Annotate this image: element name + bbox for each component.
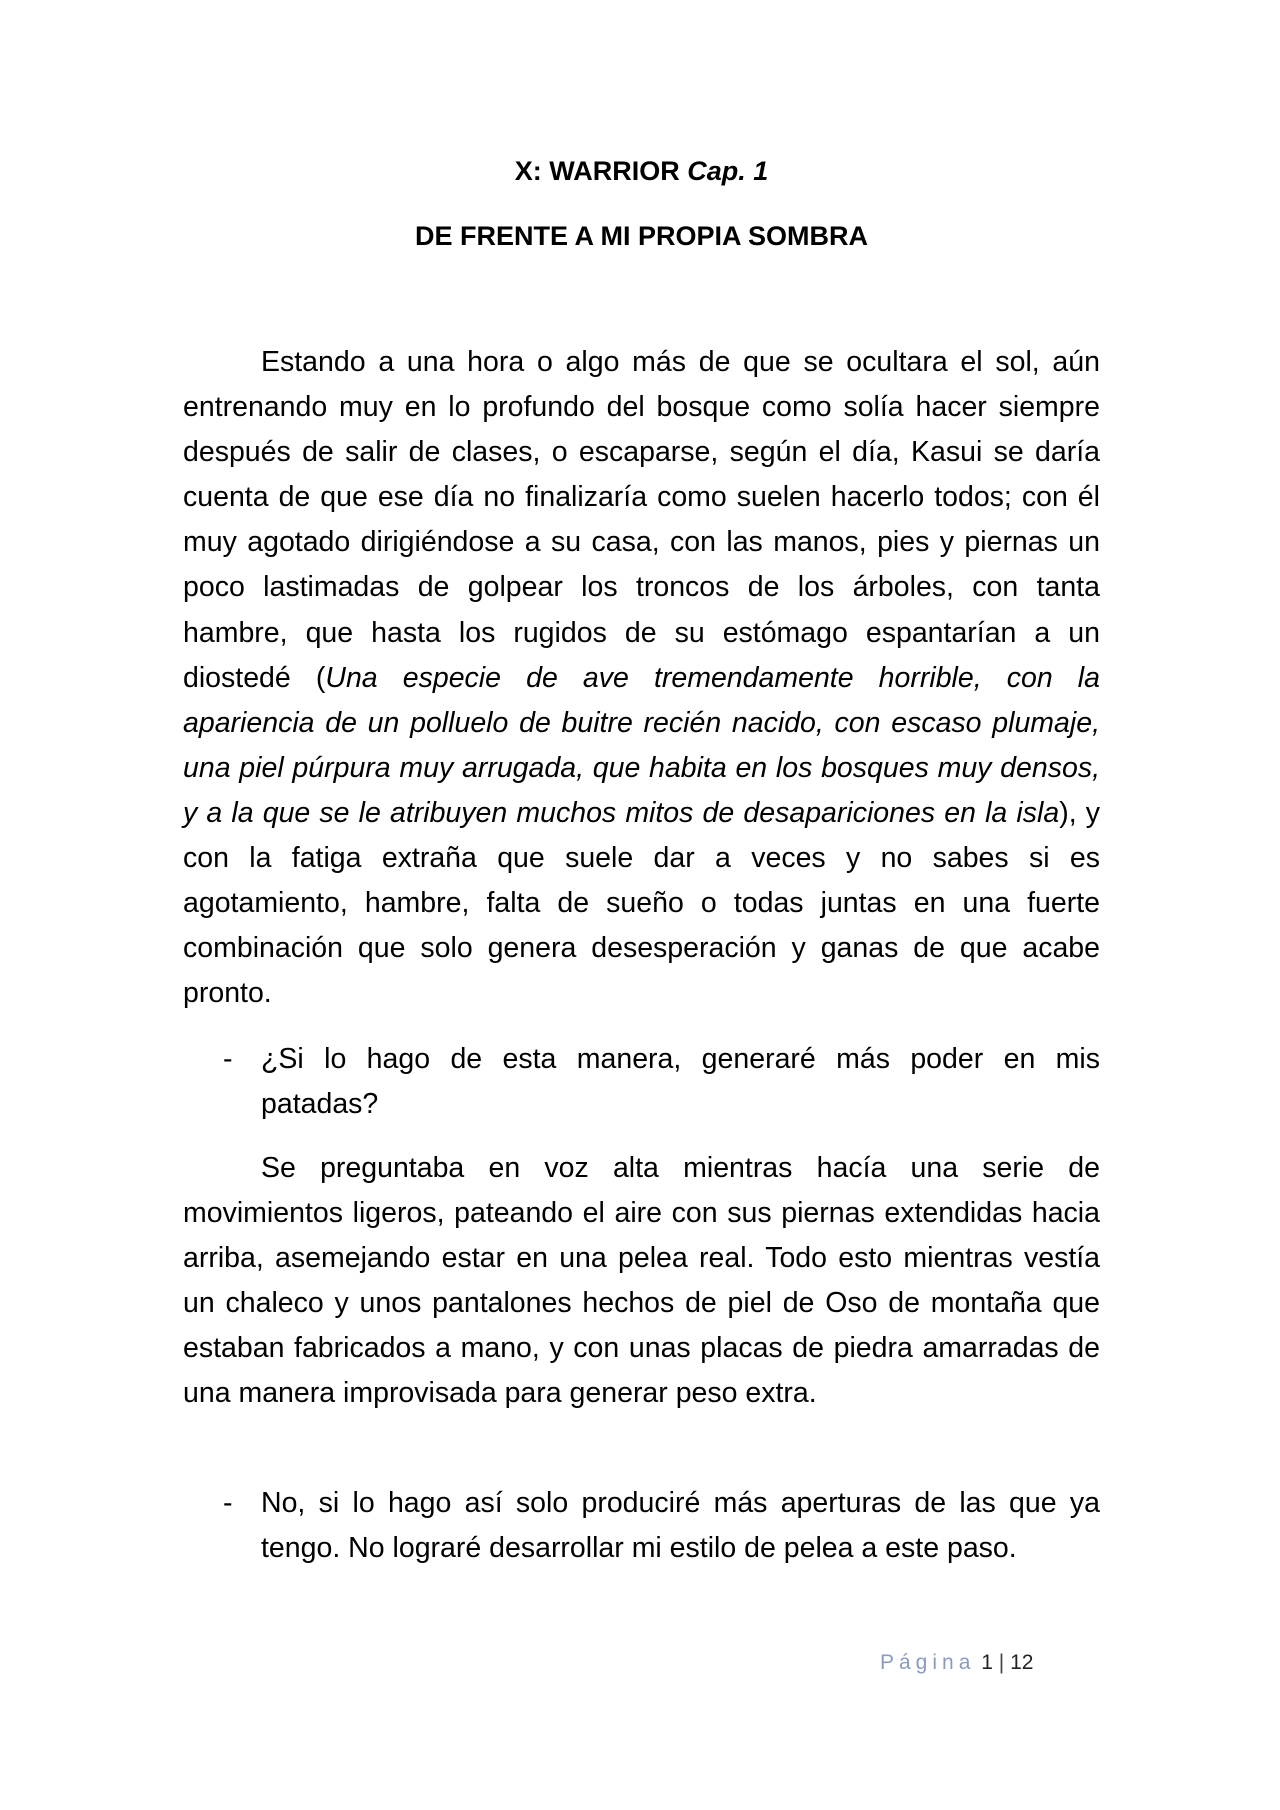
page-label: Página: [880, 1651, 976, 1674]
dialogue-line-1: [183, 1037, 1100, 1127]
dialogue-dash: -: [223, 1487, 233, 1519]
dialogue-dash: -: [223, 1043, 233, 1075]
paragraph-1-text-b: ), y con la fatiga extraña que suele dar a veces y no sabes si es agotamiento, hambre, falta de sueño o todas juntas en una fuerte combinación que solo genera desesperación y ganas de que acabe pronto.: [183, 796, 1101, 1010]
dialogue-1-text: ¿Si lo hago de esta manera, generaré más poder en mis patadas?: [261, 1043, 1100, 1121]
chapter-title-italic: Cap. 1: [687, 156, 769, 186]
dialogue-line-2: [183, 1481, 1100, 1571]
page-total: 12: [1010, 1651, 1034, 1674]
chapter-subtitle: DE FRENTE A MI PROPIA SOMBRA: [414, 221, 868, 251]
chapter-title: [183, 156, 1100, 187]
page-separator: |: [998, 1651, 1005, 1674]
paragraph-2: [183, 1146, 1100, 1417]
chapter-title-main: X: WARRIOR: [514, 156, 688, 186]
page-number: 1: [981, 1651, 993, 1674]
paragraph-2-text: Se preguntaba en voz alta mientras hacía una serie de movimientos ligeros, pateando el aire con sus piernas extendidas hacia arriba, asemejando estar en una pelea real. Todo esto mientras vestía un chaleco y unos pantalones hechos de piel de Oso de montaña que estaban fabricados a mano, y con unas placas de piedra amarradas de una manera improvisada para generar peso extra.: [183, 1152, 1100, 1410]
page-footer: [880, 1651, 1110, 1675]
paragraph-1: [183, 340, 1100, 1016]
dialogue-2-text: No, si lo hago así solo produciré más aperturas de las que ya tengo. No lograré desarrollar mi estilo de pelea a este paso.: [261, 1487, 1100, 1565]
paragraph-1-text-a: Estando a una hora o algo más de que se ocultara el sol, aún entrenando muy en lo profundo del bosque como solía hacer siempre después de salir de clases, o escaparse, según el día, Kasui se daría cuenta de que ese día no finalizaría como suelen hacerlo todos; con él muy agotado dirigiéndose a su casa, con las manos, pies y piernas un poco lastimadas de golpear los troncos de los árboles, con tanta hambre, que hasta los rugidos de su estómago espantarían a un diostedé (: [183, 346, 1100, 694]
paragraph-1-italic-definition: Una especie de ave tremendamente horrible, con la apariencia de un polluelo de buitre recién nacido, con escaso plumaje, una piel púrpura muy arrugada, que habita en los bosques muy densos, y a la que se le atribuyen muchos mitos de desapariciones en la isla: [183, 661, 1100, 829]
